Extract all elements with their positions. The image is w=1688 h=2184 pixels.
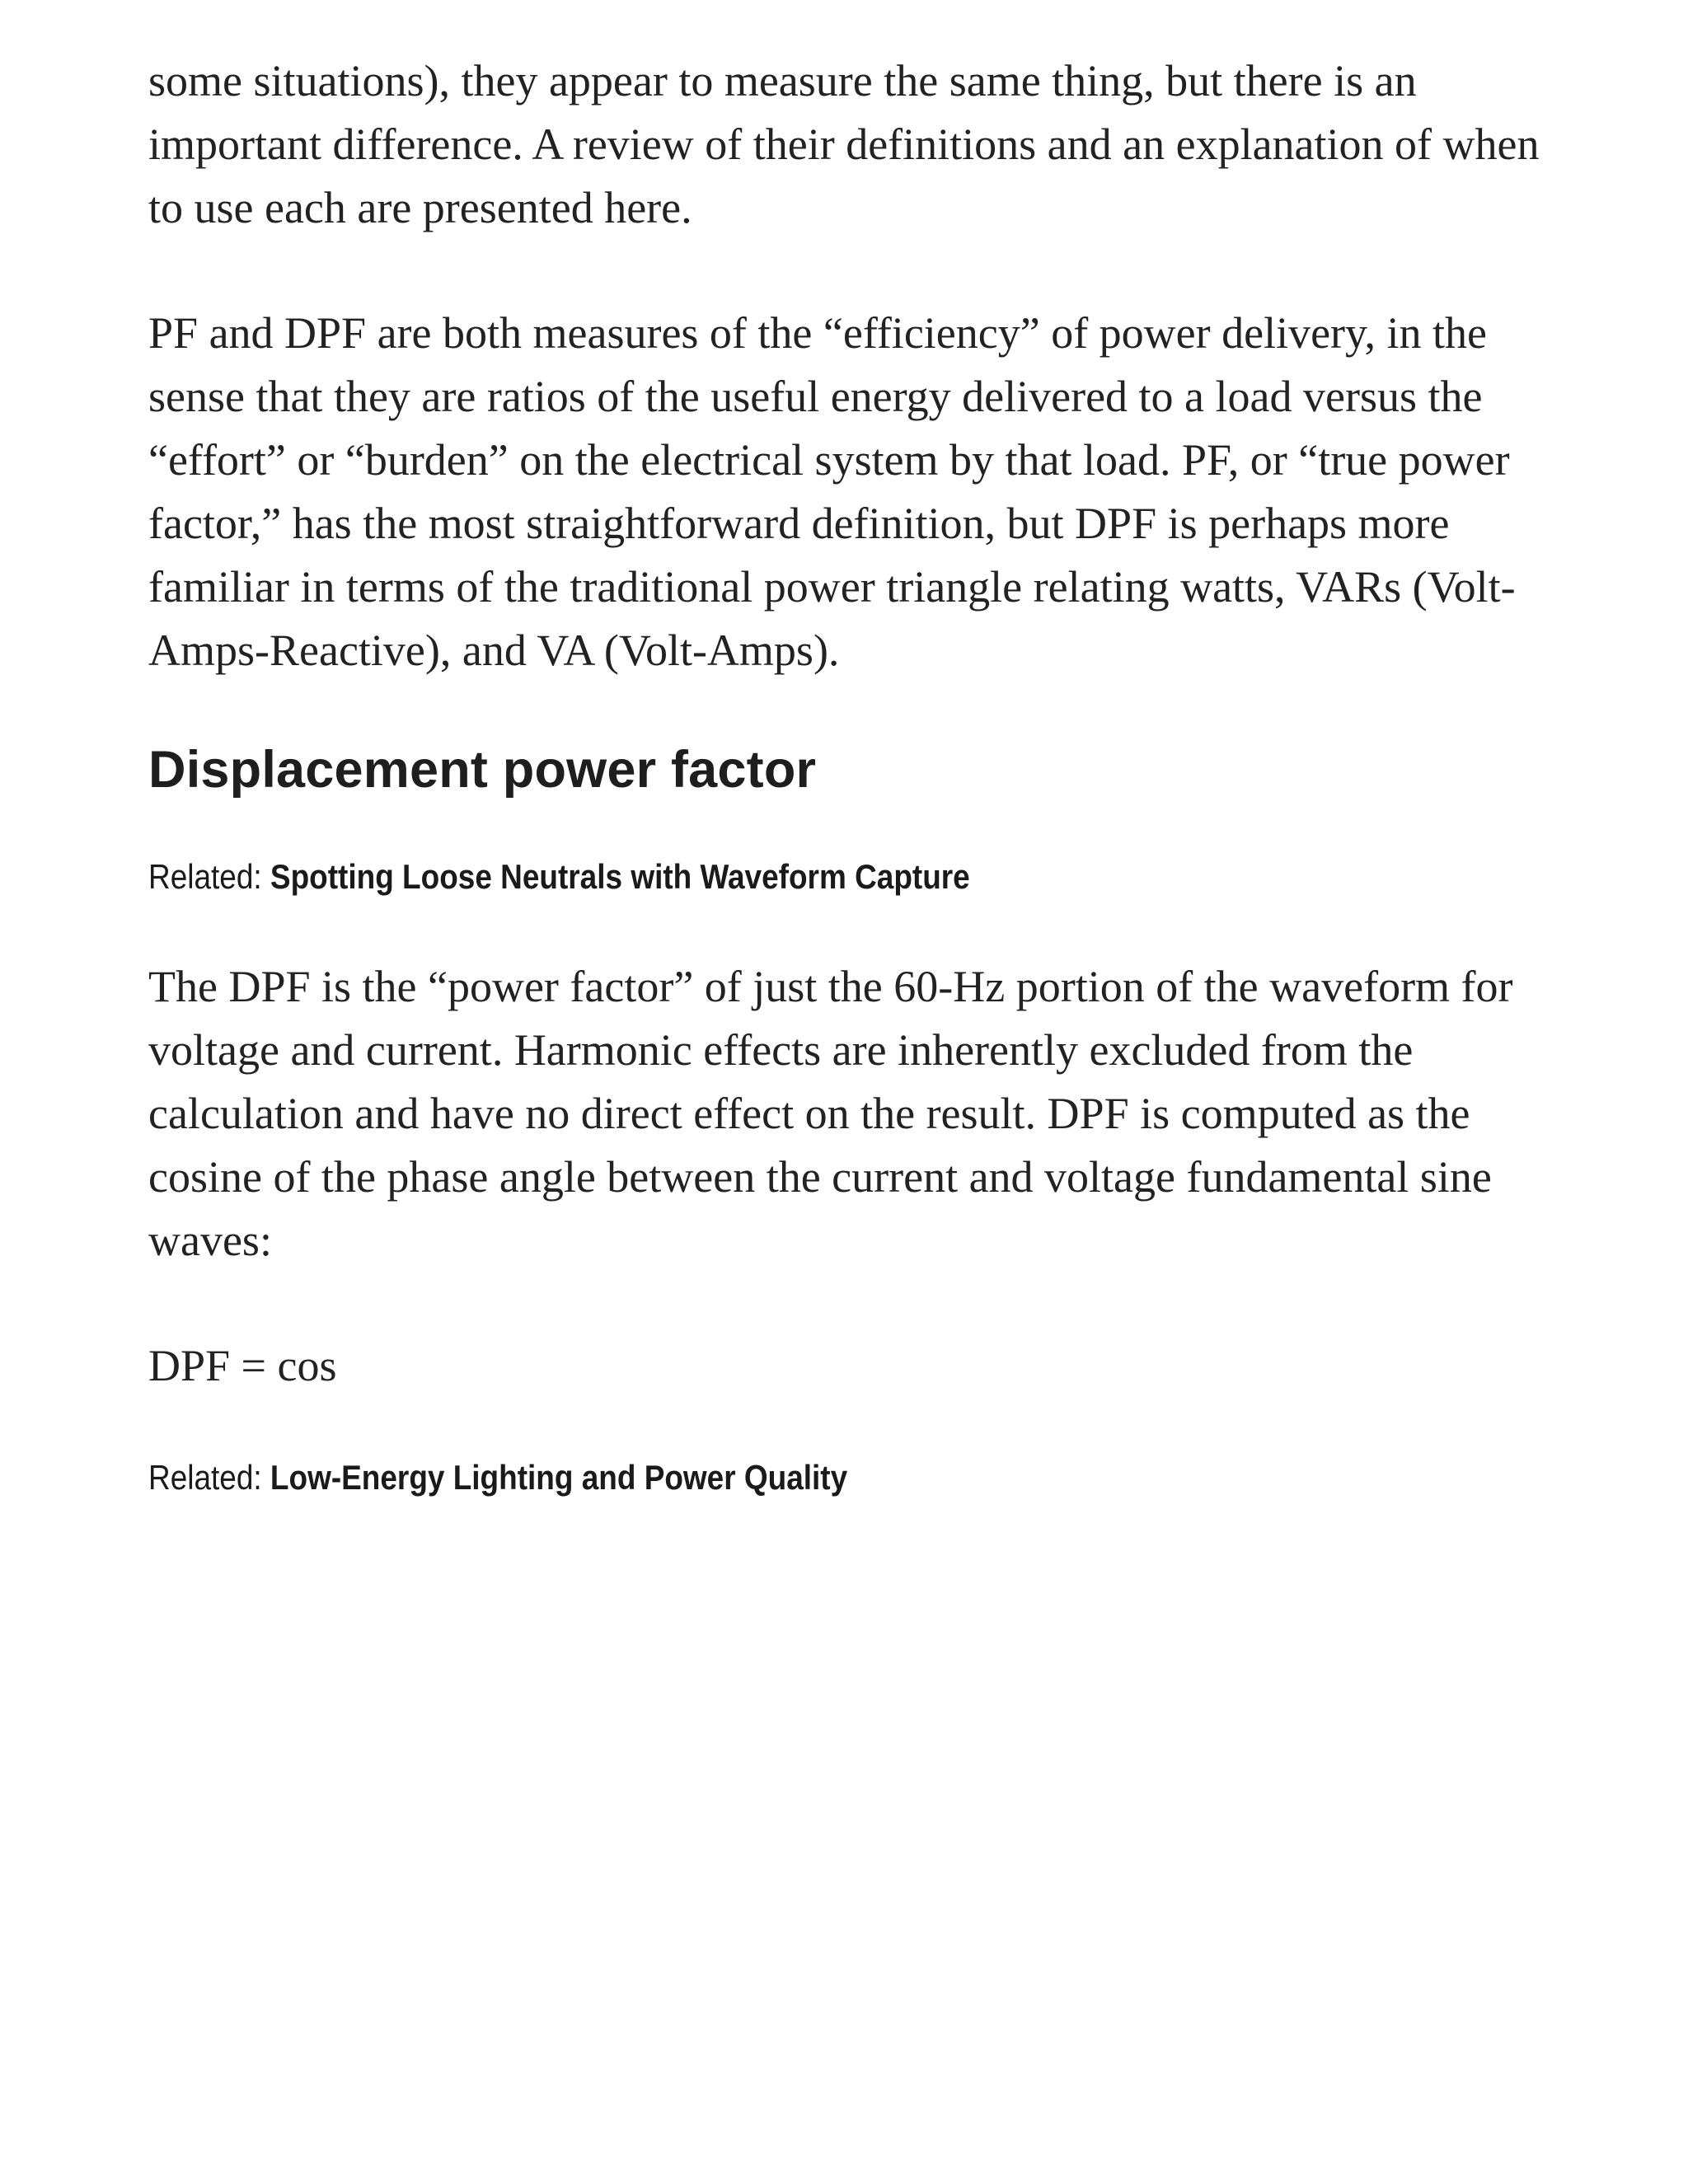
related-prefix: Related: — [148, 1458, 270, 1497]
dpf-formula: DPF = cos — [148, 1341, 337, 1390]
related-link-block — [148, 1453, 1381, 1502]
paragraph-dpf-definition: The DPF is the “power factor” of just the 60-Hz portion of the waveform for voltage and current. Harmonic effects are inherently excluded from the calculation and have no direct effect on the result. DPF is computed as the cosine of the phase angle between the current and voltage fundamental sine waves: — [148, 962, 1513, 1265]
related-prefix: Related: — [148, 857, 270, 896]
related-link-low-energy-lighting[interactable]: Low-Energy Lighting and Power Quality — [270, 1458, 848, 1497]
related-link-block — [148, 852, 1381, 902]
section-heading-displacement-power-factor: Displacement power factor — [148, 741, 817, 799]
paragraph-efficiency: PF and DPF are both measures of the “efficiency” of power delivery, in the sense that they are ratios of the useful energy delivered to a load versus the “effort” or “burden” on the electrical system by that load. PF, or “true power factor,” has the most straightforward definition, but DPF is perhaps more familiar in terms of the traditional power triangle relating watts, VARs (Volt-Amps-Reactive), and VA (Volt-Amps). — [148, 308, 1516, 675]
paragraph-intro: some situations), they appear to measure the same thing, but there is an important difference. A review of their definitions and an explanation of when to use each are presented here. — [148, 56, 1540, 232]
article-body — [148, 49, 1550, 1502]
related-link-loose-neutrals[interactable]: Spotting Loose Neutrals with Waveform Capture — [270, 857, 970, 896]
